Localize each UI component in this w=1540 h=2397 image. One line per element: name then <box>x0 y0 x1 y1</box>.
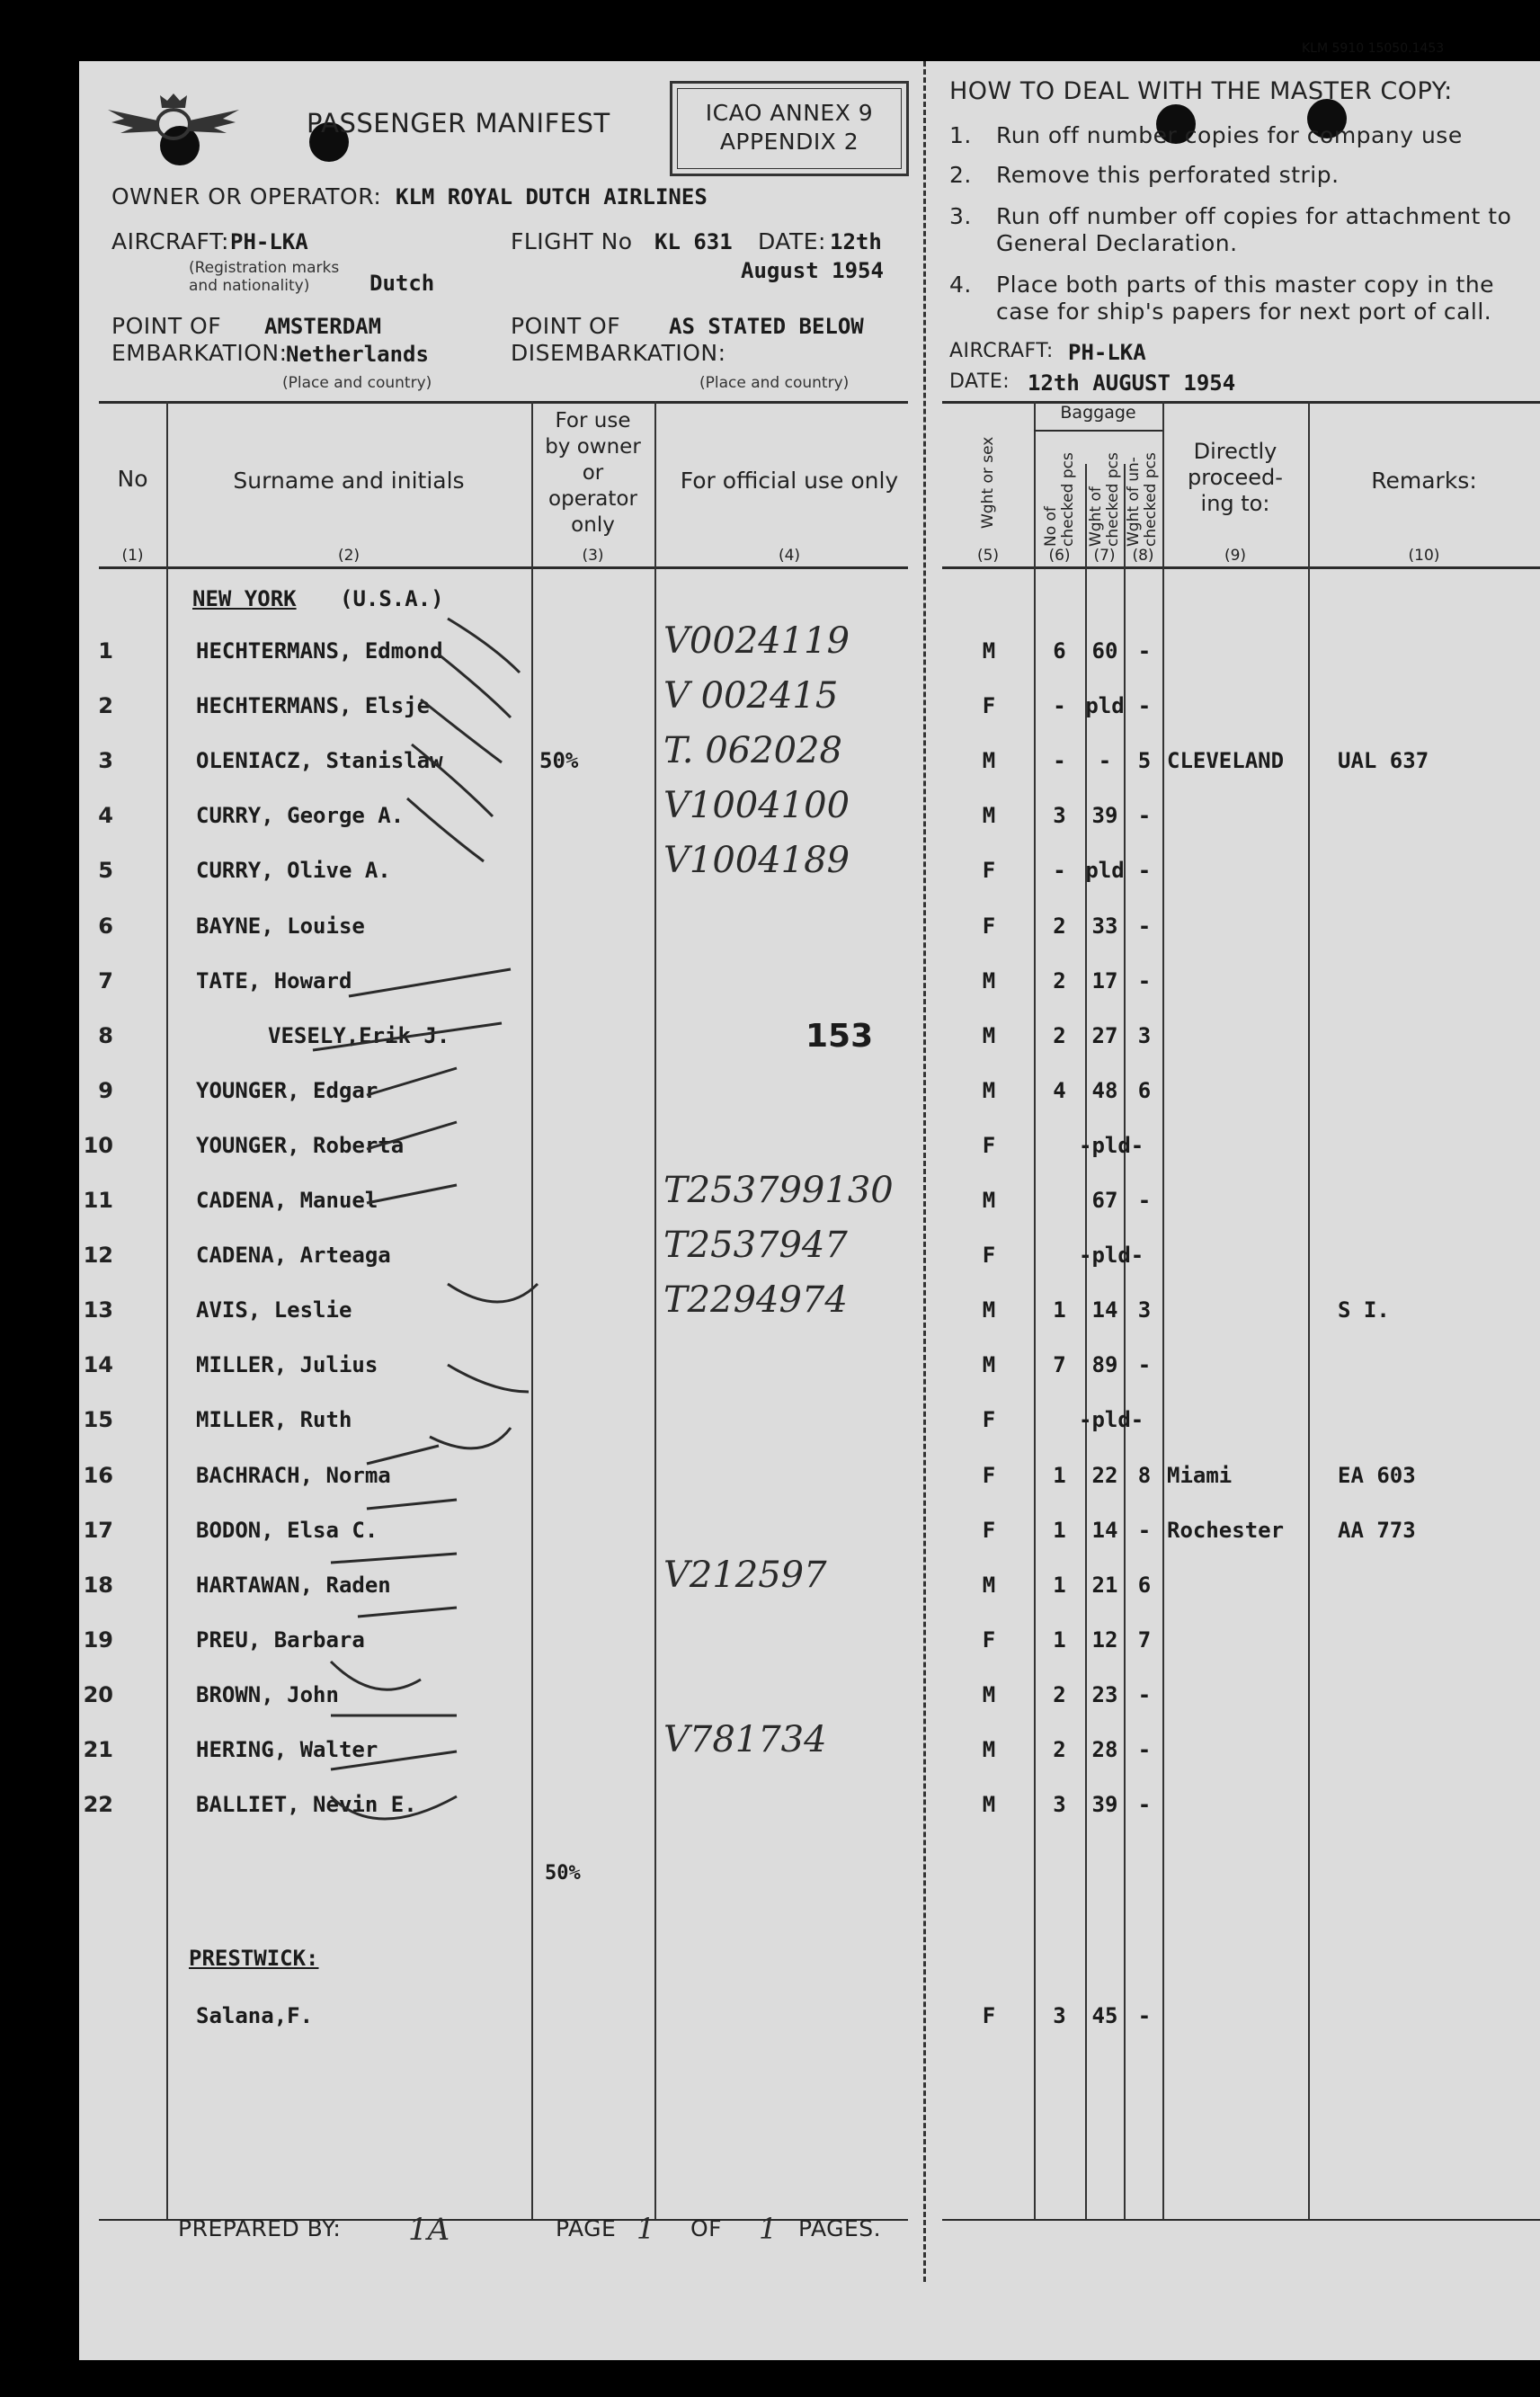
official-use-value: V1004189 <box>663 840 850 882</box>
destination-value: Miami <box>1167 1462 1233 1488</box>
row-number: 9 <box>98 1077 113 1103</box>
official-use-value: V0024119 <box>663 620 850 662</box>
embark-country: Netherlands <box>286 342 429 367</box>
checked-weight-value: 39 <box>1091 803 1118 829</box>
row-number: 10 <box>83 1132 113 1158</box>
col-index-2: (2) <box>337 547 361 565</box>
row-number: 16 <box>83 1462 113 1488</box>
row-number: 19 <box>83 1626 113 1653</box>
col-index-1: (1) <box>121 547 144 565</box>
passenger-name: CURRY, George A. <box>196 803 405 829</box>
handwritten-check-marks <box>241 601 547 1859</box>
passenger-name: AVIS, Leslie <box>196 1297 352 1323</box>
passenger-name: TATE, Howard <box>196 967 352 994</box>
checked-pcs-value: - <box>1053 748 1066 774</box>
sex-value: M <box>982 1077 996 1103</box>
sex-value: F <box>982 1462 996 1488</box>
row-number: 18 <box>83 1572 113 1598</box>
remarks-value: AA 773 <box>1338 1517 1416 1543</box>
passenger-name: MILLER, Ruth <box>196 1407 352 1433</box>
checked-pcs-value: 7 <box>1053 1352 1066 1378</box>
klm-logo-icon <box>106 88 241 160</box>
checked-weight-value: pld <box>1085 858 1125 884</box>
row-number: 21 <box>83 1737 113 1762</box>
header-bottom-rule-right <box>942 566 1540 569</box>
owner-use-value: 50% <box>539 748 579 774</box>
date-value-1: 12th <box>830 229 882 254</box>
checked-pcs-value: 2 <box>1053 967 1066 994</box>
sex-value: F <box>982 858 996 884</box>
row-number: 13 <box>83 1297 113 1323</box>
checked-pcs-value: 2 <box>1053 1022 1066 1048</box>
official-use-value: V 002415 <box>663 675 839 717</box>
checked-pcs-value: - <box>1053 693 1066 719</box>
sex-value: F <box>982 693 996 719</box>
checked-weight-value: 48 <box>1091 1077 1118 1103</box>
official-use-value: 153 <box>806 1017 874 1055</box>
sex-value: M <box>982 1022 996 1048</box>
row-number: 2 <box>98 693 113 719</box>
unchecked-weight-value: - <box>1137 1792 1152 1818</box>
instruction-1-num: 1. <box>949 122 972 148</box>
row-number: 14 <box>83 1352 113 1378</box>
checked-pcs-value: 3 <box>1053 1792 1066 1818</box>
instruction-4: Place both parts of this master copy in the <box>996 272 1495 298</box>
icao-box <box>670 81 909 176</box>
unchecked-weight-value: 3 <box>1137 1022 1152 1048</box>
checked-weight-value: 14 <box>1091 1517 1118 1543</box>
table-top-rule-left <box>99 401 908 404</box>
date-value-2: August 1954 <box>741 258 884 283</box>
sex-value: F <box>982 1517 996 1543</box>
checked-pcs-value: 2 <box>1053 1737 1066 1762</box>
sex-value: M <box>982 803 996 829</box>
disembark-place-note: (Place and country) <box>699 374 850 392</box>
checked-weight-value: 23 <box>1091 1681 1118 1707</box>
owner-value: KLM ROYAL DUTCH AIRLINES <box>396 184 708 209</box>
checked-weight-value: 27 <box>1091 1022 1118 1048</box>
passenger-name: BACHRACH, Norma <box>196 1462 391 1488</box>
sex-value: M <box>982 1572 996 1598</box>
page-label: PAGE <box>556 2215 617 2241</box>
row-number: 15 <box>83 1407 113 1433</box>
col-official-header: For official use only <box>680 468 899 494</box>
passenger-name: CADENA, Manuel <box>196 1188 378 1213</box>
col-index-6: (6) <box>1048 547 1071 565</box>
checked-weight-value: 22 <box>1091 1462 1118 1488</box>
section-prestwick: PRESTWICK: <box>189 1946 319 1971</box>
registration-note-2: and nationality) <box>189 277 310 295</box>
corner-code: KLM 5910 15050.1453 <box>1302 41 1445 56</box>
passenger-name: CURRY, Olive A. <box>196 858 391 884</box>
section-destination-country: (U.S.A.) <box>340 586 444 611</box>
checked-weight-value: 39 <box>1091 1792 1118 1818</box>
official-use-value: V1004100 <box>663 785 850 827</box>
strip-date-value: 12th AUGUST 1954 <box>1028 370 1236 396</box>
instruction-4-num: 4. <box>949 272 972 298</box>
row-number: 11 <box>83 1188 113 1213</box>
unchecked-weight-value: 3 <box>1137 1297 1152 1323</box>
manifest-document <box>79 41 1540 2360</box>
official-use-value: T2294974 <box>663 1279 848 1322</box>
passenger-name: MILLER, Julius <box>196 1352 378 1378</box>
col-baggage-header: Baggage <box>1060 403 1136 423</box>
checked-weight-value: 28 <box>1091 1737 1118 1762</box>
passenger-name: VESELY,Erik J. <box>268 1022 450 1048</box>
sex-value: F <box>982 1626 996 1653</box>
checked-pcs-value: 3 <box>1053 803 1066 829</box>
checked-pcs-value: 1 <box>1053 1626 1066 1653</box>
flight-label: FLIGHT No <box>511 228 633 254</box>
icao-appendix: APPENDIX 2 <box>719 129 859 155</box>
passenger-name: HECHTERMANS, Elsje <box>196 693 431 719</box>
passenger-name: YOUNGER, Roberta <box>196 1132 405 1158</box>
unchecked-weight-value: - <box>1137 1352 1152 1378</box>
destination-value: Rochester <box>1167 1517 1285 1543</box>
checked-pcs-value: 6 <box>1053 638 1066 664</box>
instruction-2: Remove this perforated strip. <box>996 162 1340 188</box>
unchecked-weight-value: - <box>1137 967 1152 994</box>
page-value: 1 <box>636 2212 655 2246</box>
checked-weight-value: 89 <box>1091 1352 1118 1378</box>
destination-value: CLEVELAND <box>1167 748 1285 774</box>
owner-use-line-2: by owner <box>545 435 641 459</box>
disembark-label-1: POINT OF <box>511 313 621 339</box>
section-destination: NEW YORK <box>192 586 297 611</box>
disembark-value: AS STATED BELOW <box>669 314 864 339</box>
sex-value: M <box>982 1352 996 1378</box>
passenger-name: YOUNGER, Edgar <box>196 1077 378 1103</box>
baggage-rule <box>1034 430 1162 432</box>
sex-value: M <box>982 748 996 774</box>
checked-pcs-value: 1 <box>1053 1572 1066 1598</box>
passenger-name: CADENA, Arteaga <box>196 1243 391 1269</box>
of-value: 1 <box>759 2212 778 2246</box>
instruction-3-num: 3. <box>949 203 972 229</box>
col-wght-checked-header: Wght of checked pcs <box>1087 452 1122 547</box>
sex-value: M <box>982 638 996 664</box>
flight-value: KL 631 <box>654 229 733 254</box>
checked-weight-value: 12 <box>1091 1626 1118 1653</box>
col-no-checked-header: No of checked pcs <box>1042 452 1077 547</box>
instruction-2-num: 2. <box>949 162 972 188</box>
row-number: 17 <box>83 1517 113 1543</box>
row-number: 8 <box>98 1022 113 1048</box>
unchecked-weight-value: 6 <box>1137 1077 1152 1103</box>
sex-value: F <box>982 1407 996 1433</box>
col-index-8: (8) <box>1132 547 1154 565</box>
checked-weight-value: 45 <box>1091 2003 1118 2028</box>
owner-use-line-1: For use <box>555 409 631 432</box>
passenger-name: BODON, Elsa C. <box>196 1517 378 1543</box>
official-use-value: T253799130 <box>663 1170 894 1211</box>
row-number: 5 <box>98 858 113 884</box>
manifest-title: PASSENGER MANIFEST <box>307 108 610 138</box>
checked-weight-value: 17 <box>1091 967 1118 994</box>
sex-value: M <box>982 1792 996 1818</box>
passenger-name: Salana,F. <box>196 2003 314 2028</box>
registration-note-1: (Registration marks <box>189 259 340 277</box>
checked-weight-value: 67 <box>1091 1188 1118 1213</box>
of-label: OF <box>690 2215 723 2241</box>
col-remarks-header: Remarks: <box>1371 468 1477 494</box>
strip-aircraft-label: AIRCRAFT: <box>949 340 1054 362</box>
strip-aircraft-value: PH-LKA <box>1068 340 1146 365</box>
checked-pcs-value: 1 <box>1053 1517 1066 1543</box>
instruction-1: Run off number copies for company use <box>996 122 1463 148</box>
remarks-value: S I. <box>1338 1297 1390 1323</box>
checked-weight-value: - <box>1098 748 1112 774</box>
unchecked-weight-value: 5 <box>1137 748 1152 774</box>
prepared-by-label: PREPARED BY: <box>178 2215 342 2241</box>
passenger-name: PREU, Barbara <box>196 1626 365 1653</box>
passenger-name: HARTAWAN, Raden <box>196 1572 391 1598</box>
passenger-name: BALLIET, Nevin E. <box>196 1792 417 1818</box>
aircraft-value: PH-LKA <box>230 229 308 254</box>
unchecked-weight-value: - <box>1137 1681 1152 1707</box>
row-number: 3 <box>98 748 113 774</box>
row-number: 7 <box>98 967 113 994</box>
table-row <box>79 1991 1540 2045</box>
unchecked-weight-value: - <box>1137 2003 1152 2028</box>
owner-note-after-list: 50% <box>545 1862 581 1885</box>
owner-use-line-4: operator <box>548 487 637 511</box>
unchecked-weight-value: - <box>1137 638 1152 664</box>
icao-annex: ICAO ANNEX 9 <box>705 100 874 126</box>
date-label: DATE: <box>758 228 826 254</box>
unchecked-weight-value: - <box>1137 1188 1152 1213</box>
owner-label: OWNER OR OPERATOR: <box>111 183 382 209</box>
row-number: 6 <box>98 913 113 939</box>
col-index-9: (9) <box>1224 547 1247 565</box>
unchecked-weight-value: 8 <box>1137 1462 1152 1488</box>
disembark-label-2: DISEMBARKATION: <box>511 340 726 366</box>
embark-place-note: (Place and country) <box>282 374 432 392</box>
sex-value: M <box>982 1188 996 1213</box>
instructions-title: HOW TO DEAL WITH THE MASTER COPY: <box>949 77 1453 105</box>
col-wght-unchecked-header: Wght of un- checked pcs <box>1125 452 1160 547</box>
header-bottom-rule-left <box>99 566 908 569</box>
owner-use-line-3: or <box>582 461 604 485</box>
col-index-10: (10) <box>1408 547 1440 565</box>
remarks-value: UAL 637 <box>1338 748 1429 774</box>
passenger-name: OLENIACZ, Stanislaw <box>196 748 443 774</box>
checked-weight-value: 14 <box>1091 1297 1118 1323</box>
unchecked-weight-value: 6 <box>1137 1572 1152 1598</box>
col-owner-use-header <box>531 408 654 539</box>
official-use-value: T. 062028 <box>663 730 842 772</box>
col-index-3: (3) <box>582 547 604 565</box>
passenger-name: HERING, Walter <box>196 1737 378 1762</box>
col-index-5: (5) <box>976 547 1000 565</box>
official-use-value: V781734 <box>663 1719 827 1760</box>
official-use-value: V212597 <box>663 1554 827 1596</box>
col-index-7: (7) <box>1093 547 1116 565</box>
sex-value: M <box>982 967 996 994</box>
col-wght-sex-header: Wght or sex <box>979 436 997 529</box>
sex-value: F <box>982 2003 996 2028</box>
checked-weight-value: pld <box>1085 693 1125 719</box>
row-number: 12 <box>83 1243 113 1269</box>
remarks-value: EA 603 <box>1338 1462 1416 1488</box>
checked-pcs-value: 1 <box>1053 1297 1066 1323</box>
checked-pcs-value: 2 <box>1053 1681 1066 1707</box>
sex-value: F <box>982 1243 996 1269</box>
sex-value: M <box>982 1681 996 1707</box>
col-index-4: (4) <box>778 547 801 565</box>
row-number: 4 <box>98 803 113 829</box>
checked-weight-value: -pld- <box>1079 1243 1144 1269</box>
checked-weight-value: -pld- <box>1079 1132 1144 1158</box>
instruction-3: Run off number off copies for attachment to <box>996 203 1512 229</box>
unchecked-weight-value: - <box>1137 803 1152 829</box>
table-bottom-rule-right <box>942 2219 1540 2221</box>
unchecked-weight-value: 7 <box>1137 1626 1152 1653</box>
row-number: 22 <box>83 1792 113 1818</box>
sex-value: F <box>982 1132 996 1158</box>
owner-use-line-5: only <box>571 513 615 537</box>
passenger-name: BROWN, John <box>196 1681 339 1707</box>
sex-value: F <box>982 913 996 939</box>
col-no-header: No <box>117 466 148 492</box>
prepared-by-value: 1A <box>408 2212 450 2248</box>
table-top-rule-right <box>942 401 1540 404</box>
unchecked-weight-value: - <box>1137 1517 1152 1543</box>
embark-city: AMSTERDAM <box>264 314 382 339</box>
instruction-3-cont: General Declaration. <box>996 230 1238 256</box>
sex-value: M <box>982 1737 996 1762</box>
official-use-value: T2537947 <box>663 1225 848 1267</box>
checked-pcs-value: 1 <box>1053 1462 1066 1488</box>
row-number: 20 <box>83 1681 113 1707</box>
checked-pcs-value: 4 <box>1053 1077 1066 1103</box>
unchecked-weight-value: - <box>1137 693 1152 719</box>
nationality-value: Dutch <box>369 271 435 296</box>
sex-value: M <box>982 1297 996 1323</box>
passenger-name: BAYNE, Louise <box>196 913 365 939</box>
row-number: 1 <box>98 638 113 664</box>
checked-pcs-value: - <box>1053 858 1066 884</box>
checked-pcs-value: 2 <box>1053 913 1066 939</box>
unchecked-weight-value: - <box>1137 913 1152 939</box>
instruction-4-cont: case for ship's papers for next port of call. <box>996 299 1492 325</box>
pages-label: PAGES. <box>798 2215 882 2241</box>
checked-weight-value: -pld- <box>1079 1407 1144 1433</box>
checked-weight-value: 21 <box>1091 1572 1118 1598</box>
col-directly-header: Directly proceed- ing to: <box>1188 439 1283 516</box>
strip-date-label: DATE: <box>949 370 1010 393</box>
unchecked-weight-value: - <box>1137 1737 1152 1762</box>
checked-pcs-value: 3 <box>1053 2003 1066 2028</box>
embark-label-1: POINT OF <box>111 313 222 339</box>
checked-weight-value: 33 <box>1091 913 1118 939</box>
embark-label-2: EMBARKATION: <box>111 340 288 366</box>
col-surname-header: Surname and initials <box>233 468 465 494</box>
aircraft-label: AIRCRAFT: <box>111 228 229 254</box>
passenger-name: HECHTERMANS, Edmond <box>196 638 443 664</box>
checked-weight-value: 60 <box>1091 638 1118 664</box>
unchecked-weight-value: - <box>1137 858 1152 884</box>
